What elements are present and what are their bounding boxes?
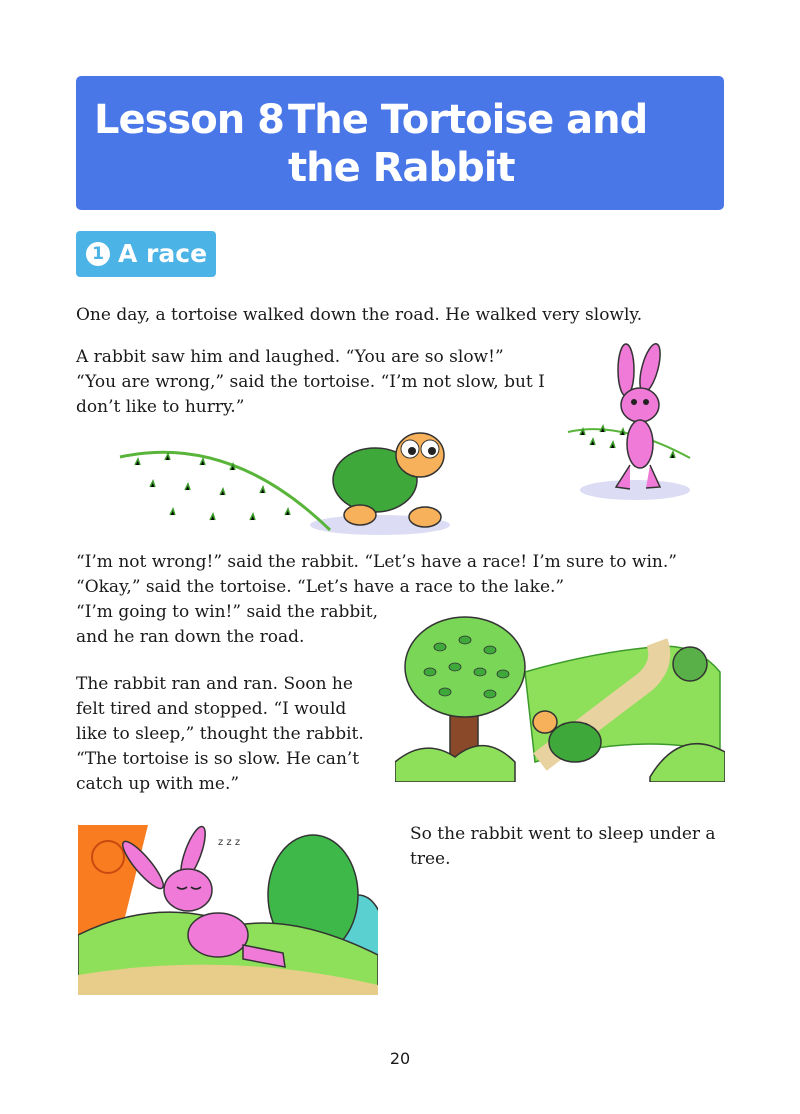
lesson-number: Lesson 8 [94, 97, 284, 143]
rabbit-standing-illustration [560, 340, 700, 505]
lesson-title-line1: The Tortoise and [288, 97, 648, 143]
story-line: So the rabbit went to sleep under a [410, 824, 716, 844]
lesson-title-line2: the Rabbit [288, 145, 515, 191]
story-line: The rabbit ran and ran. Soon he [76, 674, 353, 694]
story-line: A rabbit saw him and laughed. “You are so slow!” [76, 347, 504, 367]
story-line: catch up with me.” [76, 774, 240, 794]
story-line: don’t like to hurry.” [76, 397, 245, 417]
story-line: like to sleep,” thought the rabbit. [76, 724, 364, 744]
story-line: “Okay,” said the tortoise. “Let’s have a race to the lake.” [76, 577, 565, 597]
section-heading [76, 231, 216, 277]
svg-text:z z z: z z z [218, 837, 241, 848]
sleeping-rabbit-illustration [78, 825, 378, 995]
page-number: 20 [389, 1049, 411, 1068]
story-line: “I’m going to win!” said the rabbit, [76, 602, 378, 622]
lesson-banner [76, 76, 724, 210]
story-line: “You are wrong,” said the tortoise. “I’m not slow, but I [76, 372, 545, 392]
story-line: “The tortoise is so slow. He can’t [76, 749, 360, 769]
tortoise-on-hill-illustration [110, 425, 460, 540]
story-line: tree. [410, 849, 451, 869]
story-paragraph-1: One day, a tortoise walked down the road. He walked very slowly. [76, 305, 643, 325]
section-number-badge: 1 [86, 242, 110, 266]
landscape-tortoise-illustration [395, 612, 725, 782]
story-line: felt tired and stopped. “I would [76, 699, 347, 719]
section-title: A race [118, 239, 208, 268]
story-line: and he ran down the road. [76, 627, 305, 647]
story-line: “I’m not wrong!” said the rabbit. “Let’s have a race! I’m sure to win.” [76, 552, 677, 572]
